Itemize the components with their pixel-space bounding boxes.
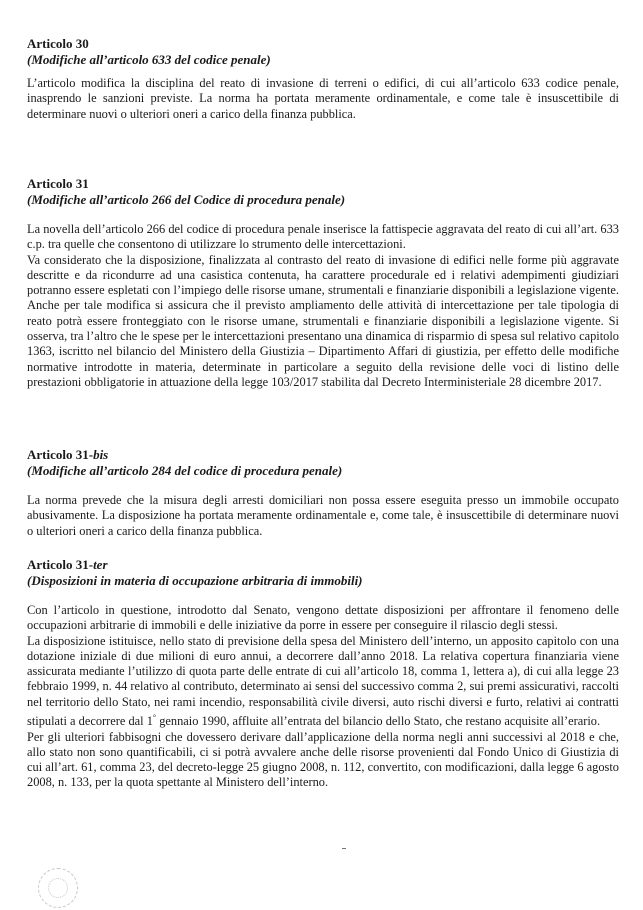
article-31-ter-paragraph-3: Per gli ulteriori fabbisogni che dovessero derivare dall’applicazione della norma negli anni successivi al 2018 e che, allo stato non sono quantificabili, ci si potrà avvalere anche delle risorse provenienti dal Fondo Unico di Giustizia di cui all’art. 61, comma 23, del decreto-legge 25 giugno 2008, n. 112, convertito, con modificazioni, dalla legge 6 agosto 2008, n. 133, per la quota spettante al Ministero dell’interno. — [27, 729, 619, 790]
article-31-ter-title: Articolo 31-ter — [27, 557, 108, 572]
article-31-ter-suffix: ter — [93, 557, 108, 572]
article-31-ter — [27, 557, 619, 791]
article-31-ter-paragraph-2: La disposizione istituisce, nello stato di previsione della spesa del Ministero dell’interno, un apposito capitolo con una dotazione iniziale di due milioni di euro annui, a decorrere dall’anno 2018. La relativa copertura finanziaria viene assicurata mediante l’utilizzo di quota parte delle entrate di cui all’articolo 18, comma 1, lettera a), di cui alla legge 23 febbraio 1999, n. 44 relativo al contributo, determinato ai sensi del successivo comma 2, sui premi assicurativi, raccolti nel territorio dello Stato, nei rami incendio, responsabilità civile diversi, auto rischi diversi e furto, relativi ai contratti stipulati a decorrere dal 1° gennaio 1990, affluite all’entrata del bilancio dello Stato, che restano acquisite all’erario. — [27, 633, 619, 729]
article-31-subtitle: (Modifiche all’articolo 266 del Codice di procedura penale) — [27, 192, 346, 207]
article-31-title: Articolo 31 — [27, 176, 89, 191]
article-31-paragraph-1: La novella dell’articolo 266 del codice di procedura penale inserisce la fattispecie aggravata del reato di cui all’art. 633 c.p. tra quelle che consentono di utilizzare lo strumento delle intercettazioni. — [27, 222, 619, 252]
article-31-paragraph-2: Va considerato che la disposizione, finalizzata al contrasto del reato di invasione di edifici nelle forme più aggravate descritte e da ricondurre ad una casistica contenuta, ha carattere procedurale ed i relativi adempimenti giudiziari potranno essere espletati con l’impiego delle risorse umane, strumentali e finanziarie disponibili a legislazione vigente. Anche per tale modifica si assicura che il previsto ampliamento delle attività di intercettazione per tale tipologia di reato potrà essere fronteggiato con le risorse umane, strumentali e finanziarie disponibili a legislazione vigente. Si osserva, tra l’altro che le spese per le intercettazioni presentano una dinamica di risparmio di spesa sul relativo capitolo 1363, iscritto nel bilancio del Ministero della Giustizia – Dipartimento Affari di giustizia, per effetto delle modifiche normative introdotte in materia, determinate in particolare a seguito della revisione delle voci di listino delle prestazioni obbligatorie in attuazione della legge 103/2017 stabilita dal Decreto Interministeriale 28 dicembre 2017. — [27, 252, 619, 389]
article-31 — [27, 176, 619, 390]
article-31-bis-title: Articolo 31-bis — [27, 447, 109, 462]
article-30-title: Articolo 30 — [27, 36, 89, 51]
article-31-bis-suffix: bis — [93, 447, 109, 462]
article-31-bis — [27, 447, 619, 539]
article-31-bis-subtitle: (Modifiche all’articolo 284 del codice di procedura penale) — [27, 463, 343, 478]
scan-mark — [342, 848, 346, 849]
article-31-ter-subtitle: (Disposizioni in materia di occupazione arbitraria di immobili) — [27, 573, 363, 588]
article-30-subtitle: (Modifiche all’articolo 633 del codice penale) — [27, 52, 271, 67]
article-31-ter-paragraph-1: Con l’articolo in questione, introdotto dal Senato, vengono dettate disposizioni per affrontare il fenomeno delle occupazioni arbitrarie di immobili e delle iniziative da porre in essere per conseguire il rilascio degli stessi. — [27, 603, 619, 633]
article-30-paragraph: L’articolo modifica la disciplina del reato di invasione di terreni o edifici, di cui all’articolo 633 codice penale, inasprendo le sanzioni previste. La norma ha portata meramente ordinamentale, e come tale è insuscettibile di determinare nuovi o ulteriori oneri a carico della finanza pubblica. — [27, 76, 619, 121]
article-31-bis-paragraph: La norma prevede che la misura degli arresti domiciliari non possa essere eseguita presso un immobile occupato abusivamente. La disposizione ha portata meramente ordinamentale e, come tale, è insuscettibile di determinare nuovi o ulteriori oneri a carico della finanza pubblica. — [27, 493, 619, 538]
stamp-icon — [38, 868, 78, 908]
article-30 — [27, 36, 619, 122]
